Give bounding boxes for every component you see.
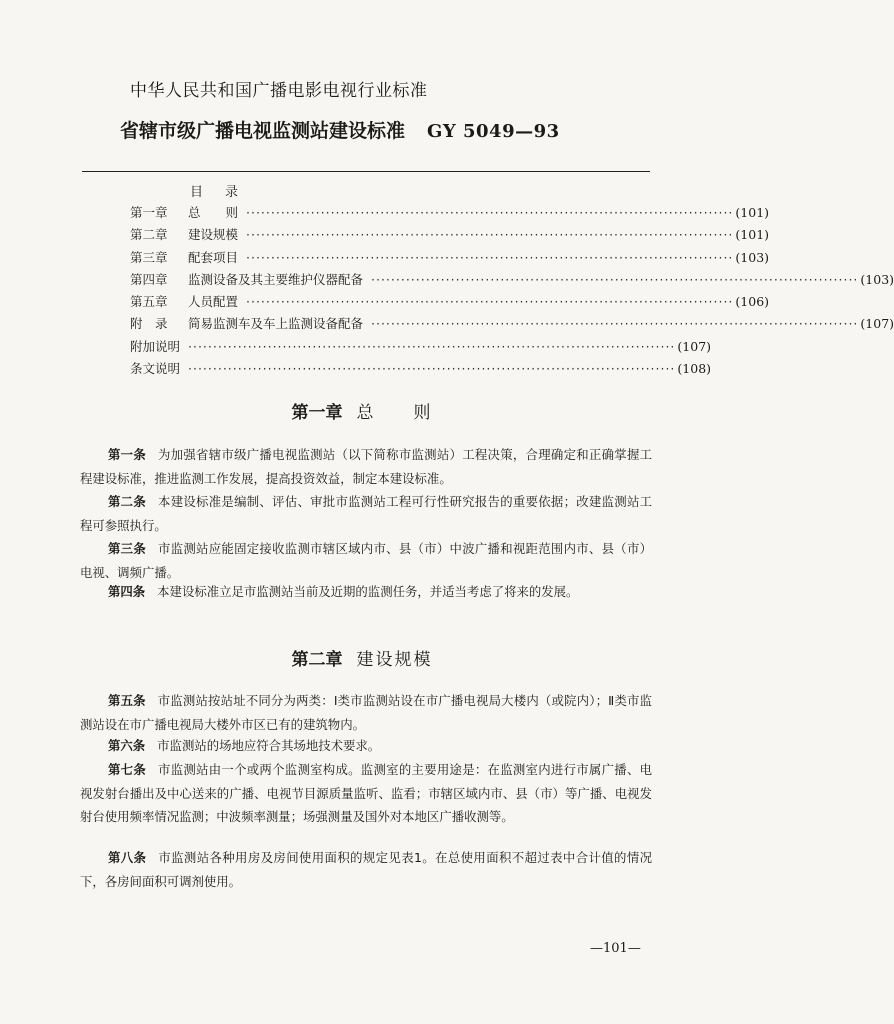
toc-page: (101) [735,227,770,243]
toc-chapter: 第二章 [130,227,168,243]
page-number: —101— [590,941,641,956]
toc-leader: ·································································································· [371,271,859,287]
toc-chapter: 附 录 [130,316,168,332]
toc-item [130,225,770,247]
article-6: 第六条 市监测站的场地应符合其场地技术要求。 [108,738,381,753]
toc-label: 建设规模 [188,227,239,243]
article-1: 第一条 为加强省辖市级广播电视监测站（以下简称市监测站）工程决策，合理确定和正确掌握工程建设标准，推进监测工作发展，提高投资效益，制定本建设标准。 [80,447,653,486]
chapter-2-heading: 第二章 建设规模 [291,650,433,670]
toc-label: 监测设备及其主要维护仪器配备 [188,271,364,287]
toc-item [130,270,894,292]
toc-leader: ·································································································· [188,338,676,354]
chapter-1-heading: 第一章 总 则 [291,403,433,423]
title-text: 省辖市级广播电视监测站建设标准 [120,120,406,142]
toc-item [130,203,770,225]
toc-item [130,292,770,314]
toc-leader: ·································································································· [246,294,734,310]
toc-page: (106) [735,294,770,310]
toc-leader: ·································································································· [246,249,734,265]
toc-item [130,337,712,359]
toc-chapter: 附加说明 [130,338,181,354]
toc-page: (108) [677,361,712,377]
toc-item [130,314,894,336]
article-8: 第八条 市监测站各种用房及房间使用面积的规定见表1。在总使用面积不超过表中合计值的情况下，各房间面积可调剂使用。 [80,850,653,889]
toc-item [130,248,770,270]
toc-chapter: 第三章 [130,249,168,265]
article-7: 第七条 市监测站由一个或两个监测室构成。监测室的主要用途是：在监测室内进行市属广播、电视发射台播出及中心送来的广播、电视节目源质量监听、监看；市辖区域内市、县（市）等广播、电视发射台使用频率情况监测；中波频率测量；场强测量及国外对本地区广播收测等。 [80,762,653,824]
toc-leader: ·································································································· [246,205,734,220]
toc-chapter: 第五章 [130,294,168,310]
article-3: 第三条 市监测站应能固定接收监测市辖区域内市、县（市）中波广播和视距范围内市、县（市）电视、调频广播。 [80,541,653,580]
header-divider [82,171,650,172]
toc-page: (107) [860,316,894,332]
toc-chapter: 条文说明 [130,361,181,377]
toc-page: (107) [677,338,712,354]
toc-page: (101) [735,205,770,220]
toc-page: (103) [735,249,770,265]
toc-label: 总 则 [188,205,239,220]
toc-label: 配套项目 [188,249,239,265]
document-title [120,116,560,143]
toc-label: 人员配置 [188,294,239,310]
toc-chapter: 第一章 [130,205,168,220]
standard-category: 中华人民共和国广播电影电视行业标准 [130,81,428,101]
article-4: 第四条 本建设标准立足市监测站当前及近期的监测任务，并适当考虑了将来的发展。 [108,584,579,599]
toc-page: (103) [860,271,894,287]
standard-code: GY 5049—93 [427,121,560,142]
toc-leader: ·································································································· [246,227,734,243]
toc-item [130,359,712,381]
article-2: 第二条 本建设标准是编制、评估、审批市监测站工程可行性研究报告的重要依据；改建监测站工程可参照执行。 [80,494,653,533]
article-5: 第五条 市监测站按站址不同分为两类：Ⅰ类市监测站设在市广播电视局大楼内（或院内）；Ⅱ类市监测站设在市广播电视局大楼外市区已有的建筑物内。 [80,693,652,732]
table-of-contents [130,203,894,381]
toc-chapter: 第四章 [130,271,168,287]
toc-leader: ·································································································· [188,361,676,377]
toc-title: 目 录 [190,185,239,200]
toc-label: 简易监测车及车上监测设备配备 [188,316,364,332]
toc-leader: ·································································································· [371,316,859,332]
